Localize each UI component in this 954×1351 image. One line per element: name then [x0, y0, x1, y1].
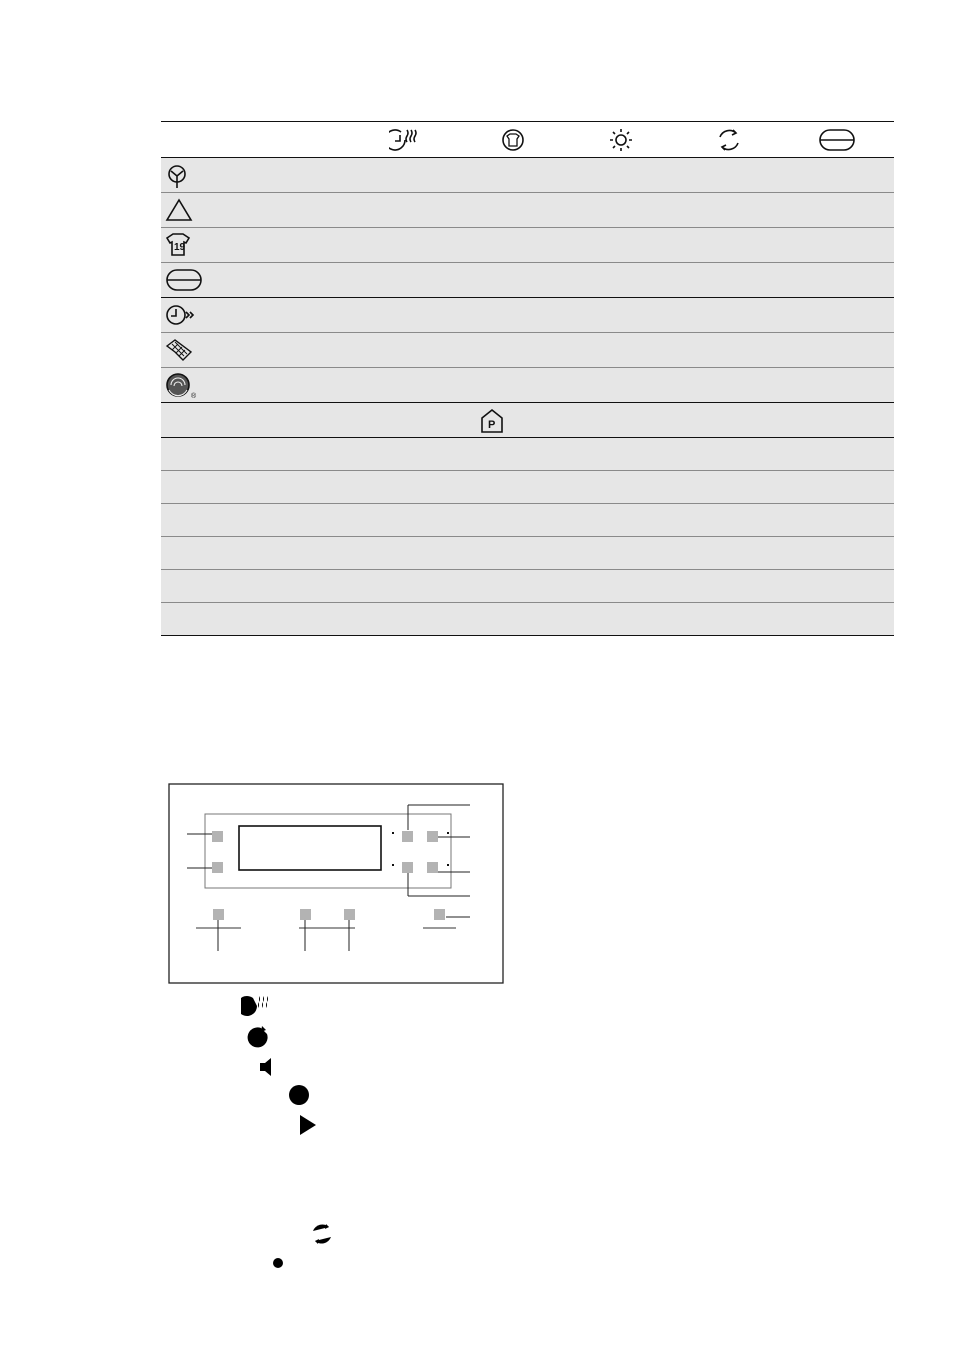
button-right-4[interactable] [427, 862, 438, 873]
table-header [161, 121, 894, 158]
table-row [161, 368, 894, 403]
table-row [161, 263, 894, 298]
display-screen [239, 826, 381, 870]
drum-rotation-icon [716, 127, 742, 153]
table-row [161, 471, 894, 504]
drum-icon [165, 268, 203, 292]
table-row [161, 403, 894, 438]
panel-inner-frame [205, 814, 451, 888]
wool-fingerprint-icon [165, 372, 199, 400]
anti-crease-icon [286, 1083, 312, 1107]
mixed-grid-icon [165, 338, 193, 362]
indicator-dot [392, 864, 394, 866]
steam-refresh-icon [389, 127, 421, 153]
anti-crease-icon [500, 128, 526, 152]
button-bottom-4[interactable] [434, 909, 445, 920]
button-left-top[interactable] [212, 831, 223, 842]
program-badge: P [488, 419, 496, 431]
button-bottom-3[interactable] [344, 909, 355, 920]
drum-light-icon [818, 128, 856, 152]
table-row [161, 504, 894, 537]
table-row [161, 438, 894, 471]
button-right-2[interactable] [427, 831, 438, 842]
time-delay-icon [245, 1024, 273, 1050]
extra-dry-icon [609, 128, 633, 152]
synthetics-icon [165, 198, 193, 222]
sound-icon [257, 1055, 287, 1079]
panel-buttons-diagram [165, 780, 510, 990]
sport-shirt-icon [165, 233, 191, 257]
indicator-dot [447, 864, 449, 866]
start-pause-icon [297, 1112, 331, 1138]
cottons-icon [165, 163, 189, 189]
program-house-icon [479, 408, 505, 434]
indicator-dot [392, 832, 394, 834]
table-row [161, 333, 894, 368]
table-row [161, 603, 894, 636]
button-right-1[interactable] [402, 831, 413, 842]
drum-rotation-icon [309, 1221, 335, 1247]
table-row [161, 537, 894, 570]
registered-mark: ® [191, 393, 197, 400]
extra-dry-icon [266, 1251, 290, 1275]
table-row [161, 570, 894, 603]
table-row [161, 158, 894, 193]
table-row [161, 193, 894, 228]
indicator-dot [447, 832, 449, 834]
button-bottom-2[interactable] [300, 909, 311, 920]
button-right-3[interactable] [402, 862, 413, 873]
table-row [161, 298, 894, 333]
options-table [161, 121, 894, 636]
button-left-bottom[interactable] [212, 862, 223, 873]
steam-refresh-icon [241, 993, 273, 1019]
time-drying-icon [165, 303, 195, 327]
table-row [161, 228, 894, 263]
shirt-number: 19 [174, 242, 186, 253]
button-bottom-1[interactable] [213, 909, 224, 920]
